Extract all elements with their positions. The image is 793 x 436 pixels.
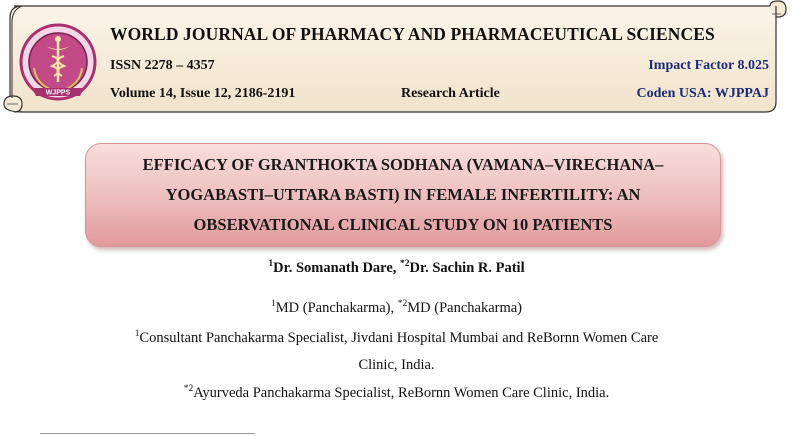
affiliation-2-text: Ayurveda Panchakarma Specialist, ReBornn Women Care Clinic, India. bbox=[193, 385, 610, 401]
author-2-superscript: *2 bbox=[400, 259, 410, 269]
degree-2-superscript: *2 bbox=[397, 299, 408, 309]
journal-issn: ISSN 2278 – 4357 bbox=[110, 58, 215, 73]
author-degrees bbox=[0, 300, 793, 317]
article-title-box bbox=[85, 143, 721, 247]
affiliation-2-superscript: *2 bbox=[183, 384, 194, 394]
degree-2: MD (Panchakarma) bbox=[407, 300, 522, 316]
affiliation-1-superscript: 1 bbox=[134, 329, 140, 339]
journal-title: WORLD JOURNAL OF PHARMACY AND PHARMACEUTICAL SCIENCES bbox=[110, 24, 715, 44]
article-title-line-1: EFFICACY OF GRANTHOKTA SODHANA (VAMANA–VIRECHANA– bbox=[142, 155, 664, 174]
affiliation-2 bbox=[0, 385, 793, 402]
affiliation-1-line-2: Clinic, India. bbox=[358, 357, 435, 373]
author-1-name: Dr. Somanath Dare, bbox=[273, 260, 401, 276]
article-type: Research Article bbox=[401, 86, 500, 101]
article-title bbox=[133, 150, 674, 240]
affiliation-1-text: Consultant Panchakarma Specialist, Jivdani Hospital Mumbai and ReBornn Women Care bbox=[139, 330, 659, 346]
article-title-line-2: YOGABASTI–UTTARA BASTI) IN FEMALE INFERTILITY: AN bbox=[165, 185, 641, 204]
journal-logo-text: WJPPS bbox=[45, 89, 71, 97]
author-1-superscript: 1 bbox=[268, 259, 274, 269]
journal-logo bbox=[18, 22, 98, 102]
author-list bbox=[0, 260, 793, 277]
volume-issue-pages: Volume 14, Issue 12, 2186-2191 bbox=[110, 86, 296, 101]
section-divider bbox=[40, 433, 255, 434]
affiliation-1-line-1 bbox=[0, 330, 793, 347]
article-title-line-3: OBSERVATIONAL CLINICAL STUDY ON 10 PATIENTS bbox=[193, 215, 613, 234]
impact-factor: Impact Factor 8.025 bbox=[648, 58, 769, 73]
coden: Coden USA: WJPPAJ bbox=[636, 86, 769, 101]
degree-1: MD (Panchakarma), bbox=[275, 300, 398, 316]
author-2-name: Dr. Sachin R. Patil bbox=[409, 260, 525, 276]
degree-1-superscript: 1 bbox=[271, 299, 276, 309]
